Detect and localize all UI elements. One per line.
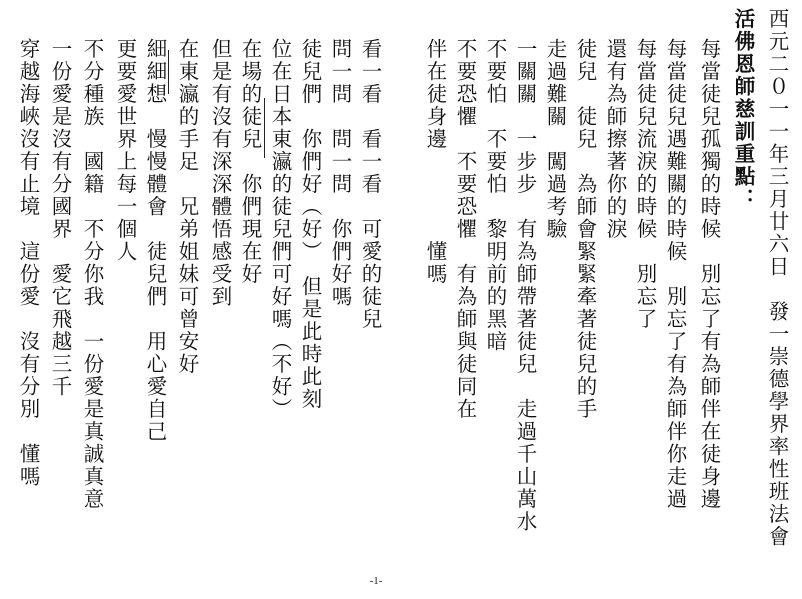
verse-line [453, 38, 483, 421]
verse-line [543, 38, 573, 241]
verse-text: 更要愛世界上每一個人 [113, 38, 137, 263]
verse-text: 每當徒兒遇難關的時候 別忘了有為師伴你走過 [663, 38, 687, 511]
verse-line [663, 38, 693, 511]
verse-text: 徒兒 徒兒 為師會緊緊牽著徒兒的手 [573, 38, 597, 421]
heading: 活佛恩師慈訓重點： [731, 8, 755, 211]
verse-text: 還有為師擦著你的淚 [603, 38, 627, 241]
verse-line [358, 38, 388, 331]
verse-line [16, 38, 46, 488]
verse-text: 伴在徒身邊 懂嗎 [423, 38, 447, 286]
verse-text: 不要恐懼 不要恐懼 有為師與徒同在 [453, 38, 477, 421]
verse-line [48, 38, 78, 398]
verse-line [238, 38, 268, 286]
date-line: 西元二０一一年三月廿六日 發一崇德學界率性班法會 [765, 8, 789, 548]
page-number: -1- [369, 575, 383, 587]
verse-text: 走過難關 闖過考驗 [543, 38, 567, 241]
verse-text: 每當徒兒流淚的時候 別忘了 [633, 38, 657, 331]
verse-line [483, 38, 513, 353]
verse-line [573, 38, 603, 421]
verse-line [603, 38, 633, 241]
verse-text: 徒兒們 你們好（好） 但是此時此刻 [298, 38, 322, 411]
verse-line [113, 38, 143, 263]
verse-line [80, 38, 110, 511]
verse-text: 穿越海峽沒有止境 這份愛 沒有分別 懂嗎 [16, 38, 40, 488]
verse-text: 不要怕 不要怕 黎明前的黑暗 [483, 38, 507, 353]
verse-line [423, 38, 453, 286]
verse-text: 看一看 看一看 可愛的徒兒 [358, 38, 382, 331]
verse-text: 一份愛是沒有分國界 愛它飛越三千 [48, 38, 72, 398]
verse-text: 但是有沒有深深體悟感受到 [208, 38, 232, 308]
verse-line [513, 38, 543, 533]
verse-line [268, 38, 298, 421]
verse-line [328, 38, 358, 308]
verse-text: 在場的徒兒 你們現在好 [238, 38, 262, 286]
verse-line [175, 38, 205, 376]
verse-text: 位在日本東瀛的徒兒們可好嗎（不好） [268, 38, 292, 421]
verse-line [143, 38, 173, 443]
verse-text: 每當徒兒孤獨的時候 別忘了有為師伴在徒身邊 [697, 38, 721, 511]
verse-text: 細細想 慢慢體會 徒兒們 用心愛自己 [143, 38, 167, 443]
underline-mark [264, 98, 265, 158]
verse-text: 一關關 一步步 有為師帶著徒兒 走過千山萬水 [513, 38, 537, 533]
verse-line [697, 38, 727, 511]
verse-text: 在東瀛的手足 兄弟姐妹可曾安好 [175, 38, 199, 376]
verse-line [298, 38, 328, 410]
verse-text: 不分種族 國籍 不分你我 一份愛是真誠真意 [80, 38, 104, 511]
verse-line [633, 38, 663, 331]
verse-text: 問一問 問一問 你們好嗎 [328, 38, 352, 308]
underline-mark [168, 50, 169, 94]
verse-line [208, 38, 238, 308]
